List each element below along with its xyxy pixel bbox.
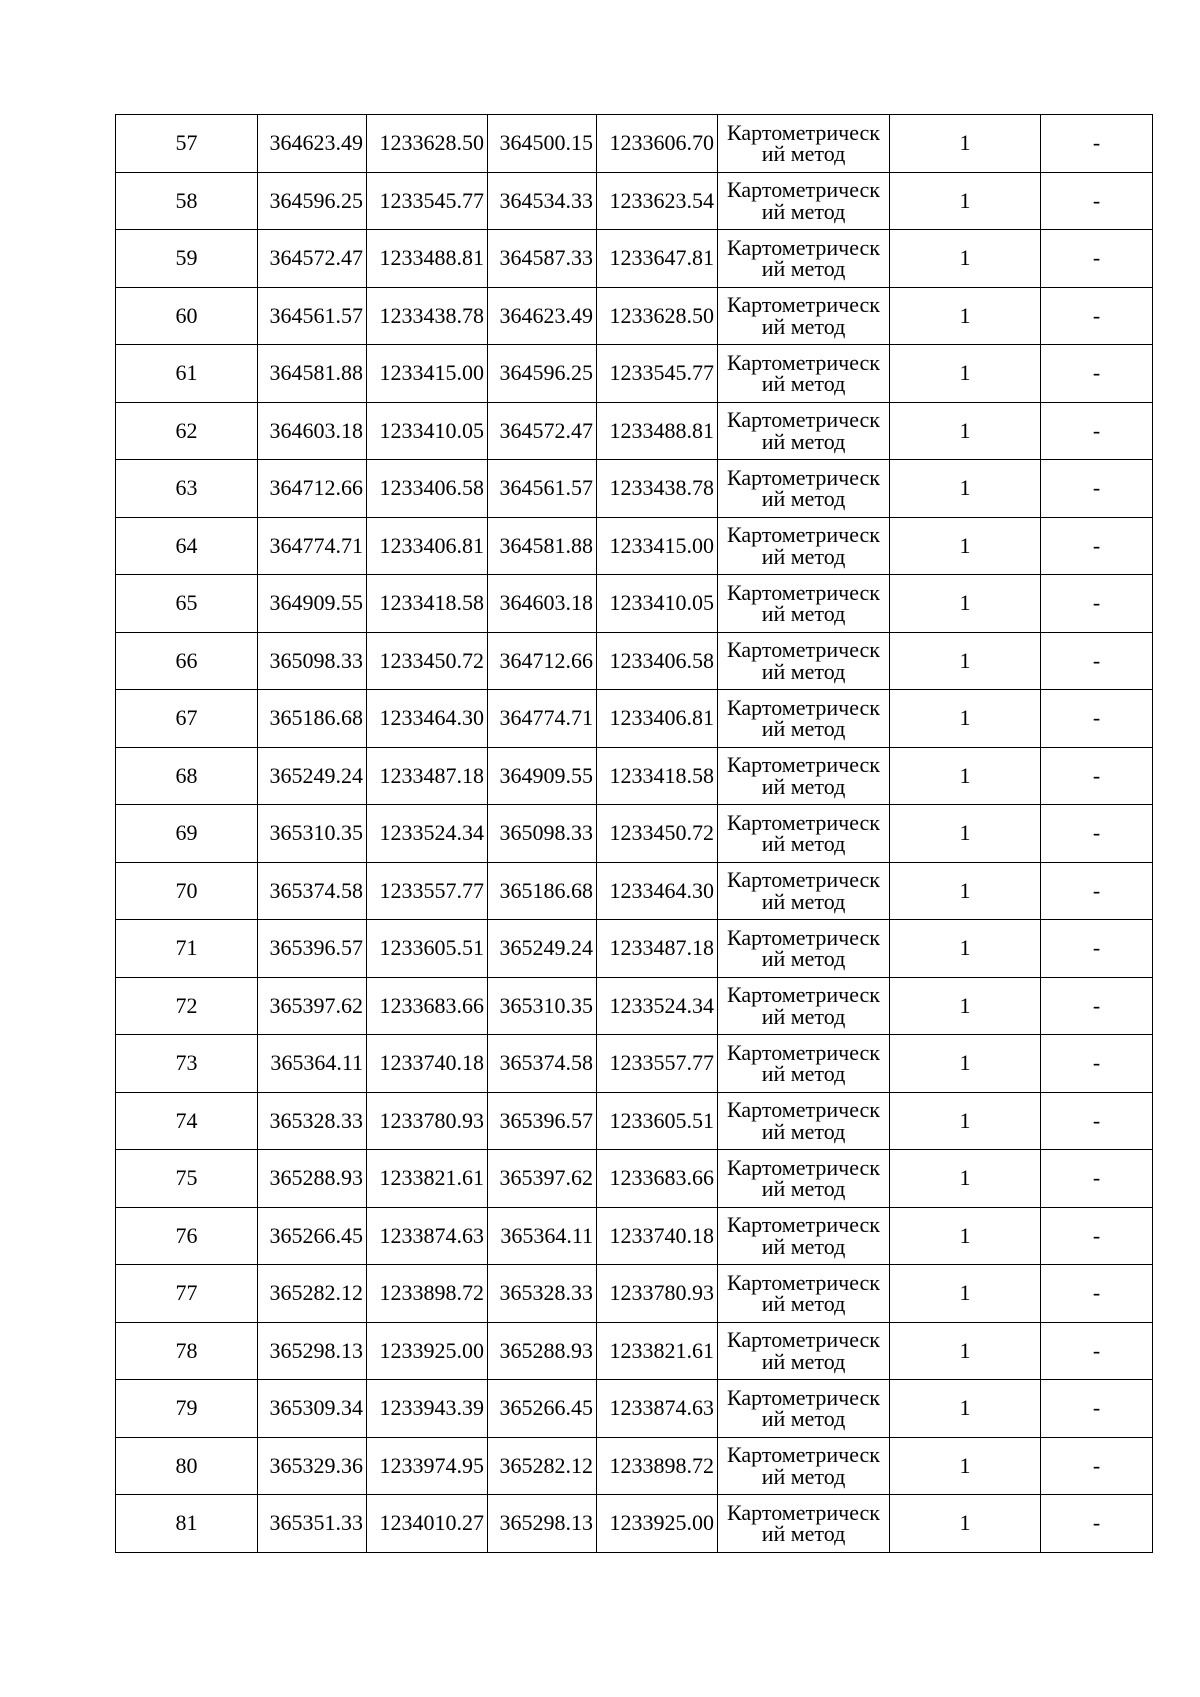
note-cell: - bbox=[1041, 632, 1153, 690]
table-row bbox=[116, 460, 1153, 518]
table-row bbox=[116, 172, 1153, 230]
method-text-line1: Картометрическ bbox=[727, 119, 880, 145]
method-text-line2: ий метод bbox=[761, 313, 846, 339]
x-coordinate-cell: 364774.71 bbox=[258, 517, 367, 575]
x-coordinate-cell: 365249.24 bbox=[258, 747, 367, 805]
y-coordinate-cell: 1233488.81 bbox=[597, 402, 718, 460]
accuracy-cell: 1 bbox=[890, 1437, 1041, 1495]
method-text-line1: Картометрическ bbox=[727, 809, 880, 835]
table-row bbox=[116, 1035, 1153, 1093]
y-coordinate-cell: 1233605.51 bbox=[597, 1092, 718, 1150]
y-coordinate-cell: 1233683.66 bbox=[367, 977, 488, 1035]
x-coordinate-cell: 364909.55 bbox=[488, 747, 597, 805]
y-coordinate-cell: 1233545.77 bbox=[597, 345, 718, 403]
method-cell bbox=[718, 690, 890, 748]
accuracy-cell: 1 bbox=[890, 402, 1041, 460]
note-cell: - bbox=[1041, 1495, 1153, 1553]
y-coordinate-cell: 1233557.77 bbox=[367, 862, 488, 920]
table-row bbox=[116, 805, 1153, 863]
table-row bbox=[116, 862, 1153, 920]
x-coordinate-cell: 365266.45 bbox=[258, 1207, 367, 1265]
method-cell bbox=[718, 632, 890, 690]
note-cell: - bbox=[1041, 1035, 1153, 1093]
method-cell bbox=[718, 1265, 890, 1323]
point-number-cell: 77 bbox=[116, 1265, 258, 1323]
x-coordinate-cell: 365351.33 bbox=[258, 1495, 367, 1553]
method-cell bbox=[718, 1092, 890, 1150]
x-coordinate-cell: 365374.58 bbox=[488, 1035, 597, 1093]
accuracy-cell: 1 bbox=[890, 115, 1041, 173]
method-text-line1: Картометрическ bbox=[727, 464, 880, 490]
y-coordinate-cell: 1233606.70 bbox=[597, 115, 718, 173]
note-cell: - bbox=[1041, 1150, 1153, 1208]
y-coordinate-cell: 1233406.81 bbox=[367, 517, 488, 575]
method-cell bbox=[718, 230, 890, 288]
x-coordinate-cell: 365364.11 bbox=[258, 1035, 367, 1093]
coordinates-table bbox=[115, 114, 1153, 1553]
table-row bbox=[116, 1437, 1153, 1495]
method-cell bbox=[718, 747, 890, 805]
y-coordinate-cell: 1233406.58 bbox=[597, 632, 718, 690]
y-coordinate-cell: 1233925.00 bbox=[597, 1495, 718, 1553]
note-cell: - bbox=[1041, 1380, 1153, 1438]
method-text-line2: ий метод bbox=[761, 1521, 846, 1547]
y-coordinate-cell: 1233557.77 bbox=[597, 1035, 718, 1093]
table-row bbox=[116, 920, 1153, 978]
method-text-line2: ий метод bbox=[761, 1176, 846, 1202]
method-text-line2: ий метод bbox=[761, 141, 846, 167]
method-text-line1: Картометрическ bbox=[727, 924, 880, 950]
method-text-line2: ий метод bbox=[761, 1406, 846, 1432]
method-cell bbox=[718, 402, 890, 460]
method-text-line1: Картометрическ bbox=[727, 234, 880, 260]
method-text-line1: Картометрическ bbox=[727, 177, 880, 203]
point-number-cell: 58 bbox=[116, 172, 258, 230]
accuracy-cell: 1 bbox=[890, 1380, 1041, 1438]
x-coordinate-cell: 365329.36 bbox=[258, 1437, 367, 1495]
method-text-line1: Картометрическ bbox=[727, 1384, 880, 1410]
accuracy-cell: 1 bbox=[890, 1265, 1041, 1323]
x-coordinate-cell: 364623.49 bbox=[258, 115, 367, 173]
table-row bbox=[116, 690, 1153, 748]
accuracy-cell: 1 bbox=[890, 1207, 1041, 1265]
y-coordinate-cell: 1233821.61 bbox=[597, 1322, 718, 1380]
point-number-cell: 64 bbox=[116, 517, 258, 575]
table-row bbox=[116, 1207, 1153, 1265]
method-text-line2: ий метод bbox=[761, 601, 846, 627]
note-cell: - bbox=[1041, 690, 1153, 748]
method-text-line2: ий метод bbox=[761, 1233, 846, 1259]
method-text-line1: Картометрическ bbox=[727, 637, 880, 663]
note-cell: - bbox=[1041, 805, 1153, 863]
accuracy-cell: 1 bbox=[890, 517, 1041, 575]
accuracy-cell: 1 bbox=[890, 920, 1041, 978]
note-cell: - bbox=[1041, 1437, 1153, 1495]
method-text-line1: Картометрическ bbox=[727, 522, 880, 548]
x-coordinate-cell: 364587.33 bbox=[488, 230, 597, 288]
x-coordinate-cell: 365396.57 bbox=[488, 1092, 597, 1150]
table-row bbox=[116, 1495, 1153, 1553]
y-coordinate-cell: 1233874.63 bbox=[367, 1207, 488, 1265]
accuracy-cell: 1 bbox=[890, 230, 1041, 288]
y-coordinate-cell: 1233410.05 bbox=[367, 402, 488, 460]
table-row bbox=[116, 1265, 1153, 1323]
note-cell: - bbox=[1041, 1207, 1153, 1265]
method-text-line1: Картометрическ bbox=[727, 1154, 880, 1180]
table-row bbox=[116, 1380, 1153, 1438]
y-coordinate-cell: 1233450.72 bbox=[367, 632, 488, 690]
table-body bbox=[116, 115, 1153, 1553]
x-coordinate-cell: 364596.25 bbox=[258, 172, 367, 230]
table-row bbox=[116, 230, 1153, 288]
y-coordinate-cell: 1234010.27 bbox=[367, 1495, 488, 1553]
accuracy-cell: 1 bbox=[890, 1092, 1041, 1150]
method-text-line1: Картометрическ bbox=[727, 579, 880, 605]
x-coordinate-cell: 365186.68 bbox=[488, 862, 597, 920]
y-coordinate-cell: 1233780.93 bbox=[367, 1092, 488, 1150]
x-coordinate-cell: 365266.45 bbox=[488, 1380, 597, 1438]
point-number-cell: 65 bbox=[116, 575, 258, 633]
method-text-line1: Картометрическ bbox=[727, 349, 880, 375]
table-row bbox=[116, 517, 1153, 575]
method-cell bbox=[718, 575, 890, 633]
point-number-cell: 70 bbox=[116, 862, 258, 920]
note-cell: - bbox=[1041, 1092, 1153, 1150]
accuracy-cell: 1 bbox=[890, 690, 1041, 748]
method-cell bbox=[718, 1380, 890, 1438]
y-coordinate-cell: 1233874.63 bbox=[597, 1380, 718, 1438]
note-cell: - bbox=[1041, 575, 1153, 633]
method-cell bbox=[718, 862, 890, 920]
note-cell: - bbox=[1041, 517, 1153, 575]
method-text-line1: Картометрическ bbox=[727, 982, 880, 1008]
point-number-cell: 68 bbox=[116, 747, 258, 805]
method-text-line1: Картометрическ bbox=[727, 867, 880, 893]
x-coordinate-cell: 365309.34 bbox=[258, 1380, 367, 1438]
method-cell bbox=[718, 345, 890, 403]
note-cell: - bbox=[1041, 977, 1153, 1035]
x-coordinate-cell: 365298.13 bbox=[258, 1322, 367, 1380]
method-text-line2: ий метод bbox=[761, 256, 846, 282]
x-coordinate-cell: 364623.49 bbox=[488, 287, 597, 345]
note-cell: - bbox=[1041, 460, 1153, 518]
y-coordinate-cell: 1233898.72 bbox=[367, 1265, 488, 1323]
accuracy-cell: 1 bbox=[890, 1322, 1041, 1380]
method-text-line2: ий метод bbox=[761, 946, 846, 972]
accuracy-cell: 1 bbox=[890, 172, 1041, 230]
method-text-line2: ий метод bbox=[761, 1463, 846, 1489]
method-cell bbox=[718, 1207, 890, 1265]
x-coordinate-cell: 365288.93 bbox=[488, 1322, 597, 1380]
method-cell bbox=[718, 460, 890, 518]
y-coordinate-cell: 1233410.05 bbox=[597, 575, 718, 633]
y-coordinate-cell: 1233464.30 bbox=[597, 862, 718, 920]
x-coordinate-cell: 365397.62 bbox=[258, 977, 367, 1035]
y-coordinate-cell: 1233647.81 bbox=[597, 230, 718, 288]
point-number-cell: 59 bbox=[116, 230, 258, 288]
y-coordinate-cell: 1233438.78 bbox=[367, 287, 488, 345]
x-coordinate-cell: 365186.68 bbox=[258, 690, 367, 748]
point-number-cell: 76 bbox=[116, 1207, 258, 1265]
method-text-line1: Картометрическ bbox=[727, 1327, 880, 1353]
accuracy-cell: 1 bbox=[890, 1495, 1041, 1553]
method-text-line2: ий метод bbox=[761, 716, 846, 742]
note-cell: - bbox=[1041, 230, 1153, 288]
method-cell bbox=[718, 287, 890, 345]
x-coordinate-cell: 364561.57 bbox=[488, 460, 597, 518]
point-number-cell: 57 bbox=[116, 115, 258, 173]
table-row bbox=[116, 1092, 1153, 1150]
accuracy-cell: 1 bbox=[890, 287, 1041, 345]
method-text-line1: Картометрическ bbox=[727, 1039, 880, 1065]
x-coordinate-cell: 364561.57 bbox=[258, 287, 367, 345]
x-coordinate-cell: 365249.24 bbox=[488, 920, 597, 978]
x-coordinate-cell: 365098.33 bbox=[258, 632, 367, 690]
y-coordinate-cell: 1233545.77 bbox=[367, 172, 488, 230]
x-coordinate-cell: 365282.12 bbox=[488, 1437, 597, 1495]
table-row bbox=[116, 632, 1153, 690]
point-number-cell: 78 bbox=[116, 1322, 258, 1380]
method-text-line1: Картометрическ bbox=[727, 1442, 880, 1468]
point-number-cell: 63 bbox=[116, 460, 258, 518]
x-coordinate-cell: 364603.18 bbox=[258, 402, 367, 460]
method-cell bbox=[718, 805, 890, 863]
x-coordinate-cell: 364581.88 bbox=[488, 517, 597, 575]
y-coordinate-cell: 1233628.50 bbox=[597, 287, 718, 345]
x-coordinate-cell: 364909.55 bbox=[258, 575, 367, 633]
note-cell: - bbox=[1041, 115, 1153, 173]
method-text-line1: Картометрическ bbox=[727, 1212, 880, 1238]
method-text-line1: Картометрическ bbox=[727, 1499, 880, 1525]
x-coordinate-cell: 365310.35 bbox=[488, 977, 597, 1035]
method-cell bbox=[718, 172, 890, 230]
accuracy-cell: 1 bbox=[890, 977, 1041, 1035]
x-coordinate-cell: 365098.33 bbox=[488, 805, 597, 863]
table-row bbox=[116, 1150, 1153, 1208]
table-row bbox=[116, 115, 1153, 173]
x-coordinate-cell: 365396.57 bbox=[258, 920, 367, 978]
x-coordinate-cell: 364712.66 bbox=[258, 460, 367, 518]
table-row bbox=[116, 287, 1153, 345]
y-coordinate-cell: 1233925.00 bbox=[367, 1322, 488, 1380]
method-cell bbox=[718, 1495, 890, 1553]
method-text-line2: ий метод bbox=[761, 1061, 846, 1087]
x-coordinate-cell: 364581.88 bbox=[258, 345, 367, 403]
note-cell: - bbox=[1041, 402, 1153, 460]
method-text-line2: ий метод bbox=[761, 888, 846, 914]
method-text-line2: ий метод bbox=[761, 543, 846, 569]
method-cell bbox=[718, 977, 890, 1035]
point-number-cell: 67 bbox=[116, 690, 258, 748]
x-coordinate-cell: 364534.33 bbox=[488, 172, 597, 230]
y-coordinate-cell: 1233406.58 bbox=[367, 460, 488, 518]
y-coordinate-cell: 1233488.81 bbox=[367, 230, 488, 288]
note-cell: - bbox=[1041, 1322, 1153, 1380]
accuracy-cell: 1 bbox=[890, 345, 1041, 403]
method-text-line2: ий метод bbox=[761, 198, 846, 224]
note-cell: - bbox=[1041, 920, 1153, 978]
y-coordinate-cell: 1233438.78 bbox=[597, 460, 718, 518]
point-number-cell: 75 bbox=[116, 1150, 258, 1208]
note-cell: - bbox=[1041, 862, 1153, 920]
y-coordinate-cell: 1233450.72 bbox=[597, 805, 718, 863]
accuracy-cell: 1 bbox=[890, 747, 1041, 805]
y-coordinate-cell: 1233524.34 bbox=[597, 977, 718, 1035]
point-number-cell: 69 bbox=[116, 805, 258, 863]
note-cell: - bbox=[1041, 172, 1153, 230]
x-coordinate-cell: 365374.58 bbox=[258, 862, 367, 920]
y-coordinate-cell: 1233740.18 bbox=[367, 1035, 488, 1093]
x-coordinate-cell: 364500.15 bbox=[488, 115, 597, 173]
method-cell bbox=[718, 1035, 890, 1093]
y-coordinate-cell: 1233464.30 bbox=[367, 690, 488, 748]
x-coordinate-cell: 364572.47 bbox=[258, 230, 367, 288]
note-cell: - bbox=[1041, 287, 1153, 345]
y-coordinate-cell: 1233487.18 bbox=[367, 747, 488, 805]
table-row bbox=[116, 575, 1153, 633]
method-text-line1: Картометрическ bbox=[727, 292, 880, 318]
method-cell bbox=[718, 1150, 890, 1208]
x-coordinate-cell: 365328.33 bbox=[488, 1265, 597, 1323]
x-coordinate-cell: 365310.35 bbox=[258, 805, 367, 863]
method-text-line2: ий метод bbox=[761, 773, 846, 799]
x-coordinate-cell: 364603.18 bbox=[488, 575, 597, 633]
x-coordinate-cell: 364572.47 bbox=[488, 402, 597, 460]
table-row bbox=[116, 345, 1153, 403]
y-coordinate-cell: 1233415.00 bbox=[597, 517, 718, 575]
method-text-line2: ий метод bbox=[761, 1348, 846, 1374]
x-coordinate-cell: 364596.25 bbox=[488, 345, 597, 403]
method-text-line2: ий метод bbox=[761, 428, 846, 454]
method-cell bbox=[718, 920, 890, 978]
x-coordinate-cell: 365282.12 bbox=[258, 1265, 367, 1323]
method-text-line2: ий метод bbox=[761, 1118, 846, 1144]
y-coordinate-cell: 1233418.58 bbox=[597, 747, 718, 805]
note-cell: - bbox=[1041, 345, 1153, 403]
method-text-line1: Картометрическ bbox=[727, 407, 880, 433]
method-text-line2: ий метод bbox=[761, 1291, 846, 1317]
x-coordinate-cell: 365364.11 bbox=[488, 1207, 597, 1265]
accuracy-cell: 1 bbox=[890, 460, 1041, 518]
x-coordinate-cell: 365328.33 bbox=[258, 1092, 367, 1150]
y-coordinate-cell: 1233487.18 bbox=[597, 920, 718, 978]
x-coordinate-cell: 364774.71 bbox=[488, 690, 597, 748]
x-coordinate-cell: 365397.62 bbox=[488, 1150, 597, 1208]
note-cell: - bbox=[1041, 1265, 1153, 1323]
table-row bbox=[116, 1322, 1153, 1380]
accuracy-cell: 1 bbox=[890, 1150, 1041, 1208]
method-text-line2: ий метод bbox=[761, 486, 846, 512]
method-text-line1: Картометрическ bbox=[727, 752, 880, 778]
y-coordinate-cell: 1233943.39 bbox=[367, 1380, 488, 1438]
x-coordinate-cell: 365288.93 bbox=[258, 1150, 367, 1208]
y-coordinate-cell: 1233418.58 bbox=[367, 575, 488, 633]
method-text-line1: Картометрическ bbox=[727, 1269, 880, 1295]
point-number-cell: 72 bbox=[116, 977, 258, 1035]
method-text-line2: ий метод bbox=[761, 1003, 846, 1029]
method-cell bbox=[718, 1437, 890, 1495]
accuracy-cell: 1 bbox=[890, 862, 1041, 920]
accuracy-cell: 1 bbox=[890, 1035, 1041, 1093]
accuracy-cell: 1 bbox=[890, 632, 1041, 690]
point-number-cell: 74 bbox=[116, 1092, 258, 1150]
point-number-cell: 61 bbox=[116, 345, 258, 403]
table-row bbox=[116, 402, 1153, 460]
y-coordinate-cell: 1233740.18 bbox=[597, 1207, 718, 1265]
y-coordinate-cell: 1233683.66 bbox=[597, 1150, 718, 1208]
method-text-line1: Картометрическ bbox=[727, 694, 880, 720]
x-coordinate-cell: 364712.66 bbox=[488, 632, 597, 690]
point-number-cell: 62 bbox=[116, 402, 258, 460]
point-number-cell: 79 bbox=[116, 1380, 258, 1438]
method-cell bbox=[718, 1322, 890, 1380]
y-coordinate-cell: 1233605.51 bbox=[367, 920, 488, 978]
y-coordinate-cell: 1233623.54 bbox=[597, 172, 718, 230]
x-coordinate-cell: 365298.13 bbox=[488, 1495, 597, 1553]
method-cell bbox=[718, 115, 890, 173]
table-row bbox=[116, 747, 1153, 805]
accuracy-cell: 1 bbox=[890, 805, 1041, 863]
y-coordinate-cell: 1233406.81 bbox=[597, 690, 718, 748]
point-number-cell: 71 bbox=[116, 920, 258, 978]
method-cell bbox=[718, 517, 890, 575]
y-coordinate-cell: 1233415.00 bbox=[367, 345, 488, 403]
y-coordinate-cell: 1233821.61 bbox=[367, 1150, 488, 1208]
y-coordinate-cell: 1233524.34 bbox=[367, 805, 488, 863]
method-text-line1: Картометрическ bbox=[727, 1097, 880, 1123]
point-number-cell: 73 bbox=[116, 1035, 258, 1093]
table-row bbox=[116, 977, 1153, 1035]
method-text-line2: ий метод bbox=[761, 371, 846, 397]
y-coordinate-cell: 1233780.93 bbox=[597, 1265, 718, 1323]
y-coordinate-cell: 1233974.95 bbox=[367, 1437, 488, 1495]
point-number-cell: 80 bbox=[116, 1437, 258, 1495]
point-number-cell: 81 bbox=[116, 1495, 258, 1553]
point-number-cell: 66 bbox=[116, 632, 258, 690]
point-number-cell: 60 bbox=[116, 287, 258, 345]
note-cell: - bbox=[1041, 747, 1153, 805]
y-coordinate-cell: 1233628.50 bbox=[367, 115, 488, 173]
method-text-line2: ий метод bbox=[761, 658, 846, 684]
accuracy-cell: 1 bbox=[890, 575, 1041, 633]
method-text-line2: ий метод bbox=[761, 831, 846, 857]
y-coordinate-cell: 1233898.72 bbox=[597, 1437, 718, 1495]
